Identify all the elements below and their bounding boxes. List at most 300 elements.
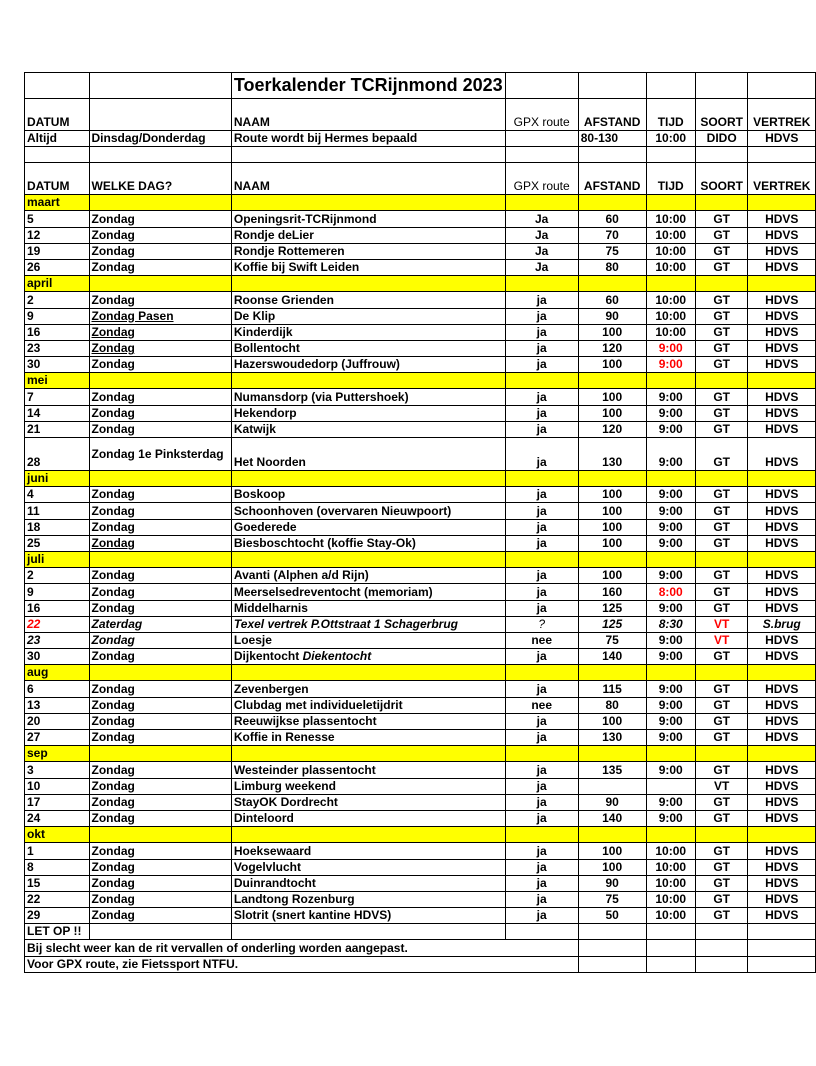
date-cell: 7 [25, 389, 90, 405]
departure-cell: S.brug [748, 616, 816, 632]
day-cell: Zondag [89, 568, 231, 584]
gpx-cell: ja [505, 487, 578, 503]
gpx-cell: nee [505, 632, 578, 648]
departure-cell: HDVS [748, 762, 816, 778]
type-cell: GT [695, 681, 748, 697]
distance-cell: 120 [578, 340, 646, 356]
date-cell: 28 [25, 438, 90, 471]
departure-cell: HDVS [748, 308, 816, 324]
distance-cell: 75 [578, 243, 646, 259]
type-cell: GT [695, 843, 748, 859]
gpx-cell: ja [505, 681, 578, 697]
time-cell: 10:00 [646, 324, 695, 340]
gpx-cell: ja [505, 794, 578, 810]
distance-cell: 60 [578, 292, 646, 308]
distance-cell: 100 [578, 535, 646, 551]
distance-cell: 100 [578, 357, 646, 373]
distance-cell: 160 [578, 584, 646, 600]
date-cell: 11 [25, 503, 90, 519]
date-cell: 16 [25, 600, 90, 616]
date-cell: 8 [25, 859, 90, 875]
name-cell: Rondje Rottemeren [231, 243, 505, 259]
day-cell: Zondag [89, 405, 231, 421]
day-cell: Zondag [89, 357, 231, 373]
gpx-cell: Ja [505, 243, 578, 259]
month-label: juni [25, 471, 90, 487]
departure-cell: HDVS [748, 778, 816, 794]
day-cell: Zaterdag [89, 616, 231, 632]
table-row [25, 762, 816, 778]
table-row [25, 487, 816, 503]
gpx-cell: ja [505, 810, 578, 826]
name-cell: Boskoop [231, 487, 505, 503]
gpx-cell: ja [505, 649, 578, 665]
date-cell: 25 [25, 535, 90, 551]
departure-cell: HDVS [748, 340, 816, 356]
table-row [25, 519, 816, 535]
time-cell: 9:00 [646, 632, 695, 648]
type-cell: GT [695, 649, 748, 665]
departure-cell: HDVS [748, 859, 816, 875]
departure-cell: HDVS [748, 600, 816, 616]
distance-cell: 100 [578, 503, 646, 519]
name-cell: Koffie in Renesse [231, 730, 505, 746]
distance-cell: 120 [578, 421, 646, 437]
table-row [25, 243, 816, 259]
name-cell: Openingsrit-TCRijnmond [231, 211, 505, 227]
time-cell: 9:00 [646, 568, 695, 584]
departure-cell: HDVS [748, 891, 816, 907]
day-cell: Zondag [89, 713, 231, 729]
name-cell: Loesje [231, 632, 505, 648]
day-cell: Zondag [89, 810, 231, 826]
name-cell: Middelharnis [231, 600, 505, 616]
day-cell: Zondag [89, 875, 231, 891]
date-cell: 20 [25, 713, 90, 729]
type-cell: GT [695, 730, 748, 746]
gpx-cell: ja [505, 891, 578, 907]
name-cell: Hazerswoudedorp (Juffrouw) [231, 357, 505, 373]
gpx-cell: ja [505, 389, 578, 405]
gpx-cell: ja [505, 584, 578, 600]
month-row [25, 276, 816, 292]
type-cell: GT [695, 875, 748, 891]
always-row: Altijd Dinsdag/Donderdag Route wordt bij Hermes bepaald 80-130 10:00 DIDO HDVS [25, 131, 816, 147]
date-cell: 2 [25, 292, 90, 308]
day-cell: Zondag [89, 730, 231, 746]
gpx-cell: ja [505, 324, 578, 340]
type-cell: GT [695, 438, 748, 471]
time-cell: 10:00 [646, 908, 695, 924]
gpx-cell: ja [505, 908, 578, 924]
departure-cell: HDVS [748, 357, 816, 373]
name-cell: Avanti (Alphen a/d Rijn) [231, 568, 505, 584]
month-row [25, 551, 816, 567]
table-row [25, 730, 816, 746]
distance-cell: 135 [578, 762, 646, 778]
departure-cell: HDVS [748, 519, 816, 535]
month-label: april [25, 276, 90, 292]
day-cell: Zondag [89, 891, 231, 907]
name-cell: Clubdag met individueletijdrit [231, 697, 505, 713]
note-text: Bij slecht weer kan de rit vervallen of onderling worden aangepast. [25, 940, 579, 956]
date-cell: 1 [25, 843, 90, 859]
distance-cell: 140 [578, 649, 646, 665]
day-cell: Zondag [89, 859, 231, 875]
name-cell: Texel vertrek P.Ottstraat 1 Schagerbrug [231, 616, 505, 632]
day-cell: Zondag [89, 908, 231, 924]
distance-cell: 100 [578, 713, 646, 729]
day-cell: Zondag [89, 211, 231, 227]
name-cell: Dinteloord [231, 810, 505, 826]
time-cell: 9:00 [646, 810, 695, 826]
gpx-cell: ja [505, 535, 578, 551]
gpx-cell: ja [505, 778, 578, 794]
type-cell: GT [695, 600, 748, 616]
month-row [25, 665, 816, 681]
distance-cell: 100 [578, 389, 646, 405]
table-row [25, 649, 816, 665]
type-cell: GT [695, 357, 748, 373]
time-cell: 9:00 [646, 357, 695, 373]
table-row [25, 875, 816, 891]
name-cell: Schoonhoven (overvaren Nieuwpoort) [231, 503, 505, 519]
name-cell: Zevenbergen [231, 681, 505, 697]
departure-cell: HDVS [748, 794, 816, 810]
time-cell: 10:00 [646, 227, 695, 243]
type-cell: GT [695, 308, 748, 324]
time-cell: 9:00 [646, 438, 695, 471]
name-cell: Kinderdijk [231, 324, 505, 340]
month-row [25, 373, 816, 389]
gpx-cell: ja [505, 859, 578, 875]
date-cell: 21 [25, 421, 90, 437]
name-cell: De Klip [231, 308, 505, 324]
name-cell: Biesboschtocht (koffie Stay-Ok) [231, 535, 505, 551]
time-cell [646, 778, 695, 794]
month-row [25, 195, 816, 211]
distance-cell [578, 778, 646, 794]
time-cell: 9:00 [646, 487, 695, 503]
date-cell: 16 [25, 324, 90, 340]
note-text: LET OP !! [25, 924, 90, 940]
date-cell: 15 [25, 875, 90, 891]
type-cell: VT [695, 632, 748, 648]
table-row [25, 438, 816, 471]
table-row [25, 681, 816, 697]
distance-cell: 90 [578, 875, 646, 891]
date-cell: 30 [25, 649, 90, 665]
distance-cell: 80 [578, 259, 646, 275]
time-cell: 10:00 [646, 843, 695, 859]
departure-cell: HDVS [748, 810, 816, 826]
departure-cell: HDVS [748, 713, 816, 729]
day-cell: Zondag [89, 584, 231, 600]
distance-cell: 125 [578, 616, 646, 632]
gpx-cell: ja [505, 292, 578, 308]
type-cell: GT [695, 535, 748, 551]
table-row [25, 810, 816, 826]
date-cell: 19 [25, 243, 90, 259]
time-cell: 9:00 [646, 405, 695, 421]
type-cell: GT [695, 389, 748, 405]
type-cell: GT [695, 519, 748, 535]
name-cell: Katwijk [231, 421, 505, 437]
time-cell: 9:00 [646, 503, 695, 519]
departure-cell: HDVS [748, 292, 816, 308]
day-cell: Zondag [89, 227, 231, 243]
table-row [25, 340, 816, 356]
distance-cell: 100 [578, 843, 646, 859]
departure-cell: HDVS [748, 875, 816, 891]
distance-cell: 70 [578, 227, 646, 243]
departure-cell: HDVS [748, 908, 816, 924]
gpx-cell: ja [505, 843, 578, 859]
distance-cell: 90 [578, 794, 646, 810]
day-cell: Zondag [89, 762, 231, 778]
type-cell: GT [695, 340, 748, 356]
type-cell: VT [695, 616, 748, 632]
departure-cell: HDVS [748, 632, 816, 648]
day-cell: Zondag [89, 243, 231, 259]
gpx-cell: ja [505, 762, 578, 778]
time-cell: 9:00 [646, 730, 695, 746]
departure-cell: HDVS [748, 227, 816, 243]
departure-cell: HDVS [748, 211, 816, 227]
name-cell: Dijkentocht Diekentocht [231, 649, 505, 665]
date-cell: 10 [25, 778, 90, 794]
date-cell: 3 [25, 762, 90, 778]
date-cell: 27 [25, 730, 90, 746]
departure-cell: HDVS [748, 324, 816, 340]
time-cell: 9:00 [646, 519, 695, 535]
gpx-cell: ja [505, 568, 578, 584]
departure-cell: HDVS [748, 243, 816, 259]
day-cell: Zondag [89, 681, 231, 697]
table-row [25, 616, 816, 632]
month-row [25, 471, 816, 487]
distance-cell: 100 [578, 519, 646, 535]
table-row [25, 843, 816, 859]
departure-cell: HDVS [748, 697, 816, 713]
name-cell: Roonse Grienden [231, 292, 505, 308]
gpx-cell: ja [505, 421, 578, 437]
type-cell: GT [695, 211, 748, 227]
table-row [25, 389, 816, 405]
distance-cell: 100 [578, 405, 646, 421]
table-row [25, 308, 816, 324]
distance-cell: 50 [578, 908, 646, 924]
date-cell: 12 [25, 227, 90, 243]
departure-cell: HDVS [748, 503, 816, 519]
table-row [25, 632, 816, 648]
type-cell: GT [695, 243, 748, 259]
table-row [25, 908, 816, 924]
table-row [25, 584, 816, 600]
month-label: mei [25, 373, 90, 389]
time-cell: 8:30 [646, 616, 695, 632]
month-row [25, 746, 816, 762]
distance-cell: 140 [578, 810, 646, 826]
departure-cell: HDVS [748, 405, 816, 421]
gpx-cell: ja [505, 308, 578, 324]
table-row [25, 405, 816, 421]
distance-cell: 60 [578, 211, 646, 227]
date-cell: 5 [25, 211, 90, 227]
distance-cell: 100 [578, 487, 646, 503]
time-cell: 9:00 [646, 340, 695, 356]
gpx-cell: ja [505, 730, 578, 746]
name-cell: Slotrit (snert kantine HDVS) [231, 908, 505, 924]
name-cell: Westeinder plassentocht [231, 762, 505, 778]
table-row [25, 227, 816, 243]
distance-cell: 130 [578, 438, 646, 471]
date-cell: 23 [25, 632, 90, 648]
name-cell: Hekendorp [231, 405, 505, 421]
distance-cell: 130 [578, 730, 646, 746]
time-cell: 10:00 [646, 243, 695, 259]
time-cell: 10:00 [646, 859, 695, 875]
departure-cell: HDVS [748, 584, 816, 600]
date-cell: 18 [25, 519, 90, 535]
distance-cell: 100 [578, 324, 646, 340]
day-cell: Zondag [89, 503, 231, 519]
tour-calendar-table [24, 72, 816, 973]
distance-cell: 75 [578, 632, 646, 648]
departure-cell: HDVS [748, 730, 816, 746]
day-cell: Zondag [89, 292, 231, 308]
table-row [25, 568, 816, 584]
distance-cell: 115 [578, 681, 646, 697]
date-cell: 26 [25, 259, 90, 275]
date-cell: 30 [25, 357, 90, 373]
time-cell: 9:00 [646, 794, 695, 810]
name-cell: Limburg weekend [231, 778, 505, 794]
table-row [25, 211, 816, 227]
type-cell: GT [695, 584, 748, 600]
date-cell: 2 [25, 568, 90, 584]
type-cell: GT [695, 259, 748, 275]
table-row [25, 794, 816, 810]
gpx-cell: ja [505, 405, 578, 421]
day-cell: Zondag [89, 487, 231, 503]
day-cell: Zondag [89, 519, 231, 535]
table-row [25, 357, 816, 373]
note-row [25, 956, 816, 972]
day-cell: Zondag 1e Pinksterdag [89, 438, 231, 471]
type-cell: GT [695, 405, 748, 421]
date-cell: 22 [25, 891, 90, 907]
table-row [25, 891, 816, 907]
day-cell: Zondag [89, 389, 231, 405]
departure-cell: HDVS [748, 568, 816, 584]
departure-cell: HDVS [748, 649, 816, 665]
day-cell: Zondag [89, 697, 231, 713]
date-cell: 14 [25, 405, 90, 421]
date-cell: 29 [25, 908, 90, 924]
gpx-cell: Ja [505, 259, 578, 275]
gpx-cell: nee [505, 697, 578, 713]
type-cell: GT [695, 503, 748, 519]
month-label: okt [25, 827, 90, 843]
departure-cell: HDVS [748, 259, 816, 275]
name-cell: Meerselsedreventocht (memoriam) [231, 584, 505, 600]
date-cell: 4 [25, 487, 90, 503]
type-cell: VT [695, 778, 748, 794]
distance-cell: 125 [578, 600, 646, 616]
departure-cell: HDVS [748, 535, 816, 551]
departure-cell: HDVS [748, 421, 816, 437]
distance-cell: 100 [578, 859, 646, 875]
type-cell: GT [695, 227, 748, 243]
gpx-cell: ja [505, 340, 578, 356]
distance-cell: 75 [578, 891, 646, 907]
departure-cell: HDVS [748, 389, 816, 405]
table-row [25, 859, 816, 875]
time-cell: 9:00 [646, 681, 695, 697]
table-row [25, 535, 816, 551]
gpx-cell: ja [505, 519, 578, 535]
note-row [25, 924, 816, 940]
gpx-cell: Ja [505, 211, 578, 227]
type-cell: GT [695, 292, 748, 308]
name-cell: Goederede [231, 519, 505, 535]
table-row [25, 259, 816, 275]
time-cell: 9:00 [646, 600, 695, 616]
column-header-row: DATUM WELKE DAG? NAAM GPX route AFSTAND TIJD SOORT VERTREK [25, 163, 816, 195]
time-cell: 9:00 [646, 649, 695, 665]
gpx-cell: ? [505, 616, 578, 632]
name-cell: Bollentocht [231, 340, 505, 356]
day-cell: Zondag [89, 649, 231, 665]
table-row [25, 421, 816, 437]
date-cell: 6 [25, 681, 90, 697]
time-cell: 8:00 [646, 584, 695, 600]
time-cell: 10:00 [646, 292, 695, 308]
name-cell: Rondje deLier [231, 227, 505, 243]
name-cell: Vogelvlucht [231, 859, 505, 875]
table-row [25, 697, 816, 713]
day-cell: Zondag Pasen [89, 308, 231, 324]
header-row: DATUM NAAM GPX route AFSTAND TIJD SOORT VERTREK [25, 99, 816, 131]
time-cell: 10:00 [646, 211, 695, 227]
date-cell: 13 [25, 697, 90, 713]
name-cell: Reeuwijkse plassentocht [231, 713, 505, 729]
name-cell: Koffie bij Swift Leiden [231, 259, 505, 275]
gpx-cell: ja [505, 438, 578, 471]
name-cell: Hoeksewaard [231, 843, 505, 859]
date-cell: 17 [25, 794, 90, 810]
type-cell: GT [695, 891, 748, 907]
type-cell: GT [695, 908, 748, 924]
name-cell: Landtong Rozenburg [231, 891, 505, 907]
day-cell: Zondag [89, 324, 231, 340]
table-row [25, 324, 816, 340]
date-cell: 24 [25, 810, 90, 826]
note-text: Voor GPX route, zie Fietssport NTFU. [25, 956, 579, 972]
name-cell: Numansdorp (via Puttershoek) [231, 389, 505, 405]
day-cell: Zondag [89, 535, 231, 551]
table-row [25, 292, 816, 308]
day-cell: Zondag [89, 778, 231, 794]
distance-cell: 80 [578, 697, 646, 713]
month-label: maart [25, 195, 90, 211]
name-cell: StayOK Dordrecht [231, 794, 505, 810]
day-cell: Zondag [89, 794, 231, 810]
departure-cell: HDVS [748, 681, 816, 697]
time-cell: 10:00 [646, 259, 695, 275]
day-cell: Zondag [89, 421, 231, 437]
